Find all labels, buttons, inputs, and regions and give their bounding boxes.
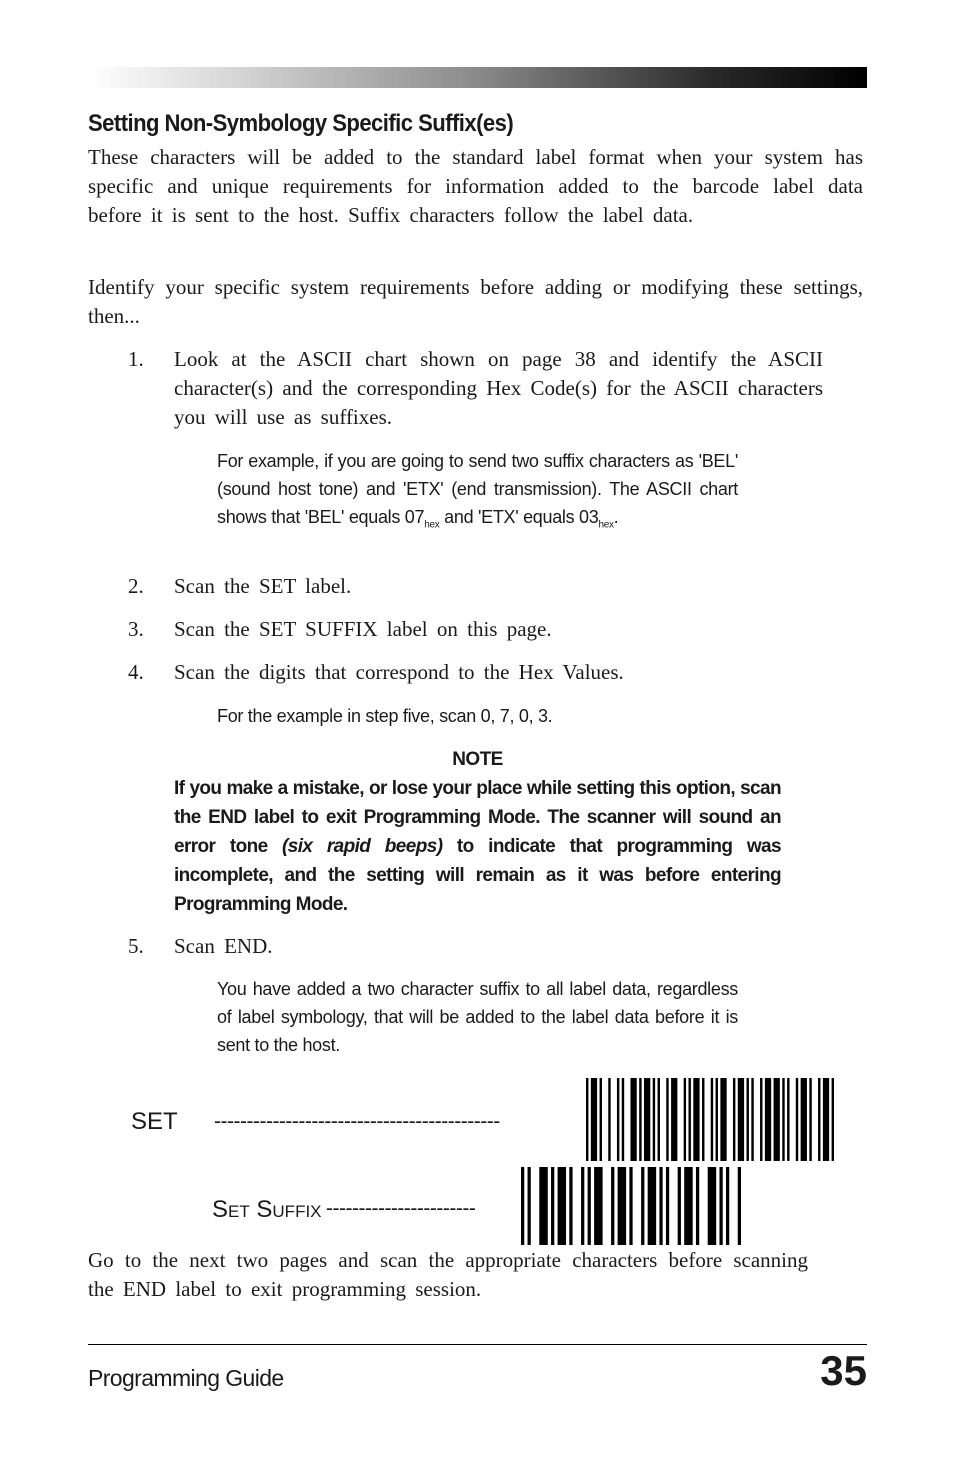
barcode-bar (666, 1078, 668, 1161)
closing-paragraph: Go to the next two pages and scan the appropriate characters before scanning the END label to exit programming session. (88, 1248, 808, 1301)
barcode-bar (659, 1167, 662, 1245)
barcode-bar (719, 1167, 722, 1245)
barcode-bar (648, 1167, 656, 1245)
step-2 (128, 572, 823, 601)
note-text-b: to indicate that programming was incomplete, and the setting will remain as it was before entering Programming Mode. (174, 836, 781, 915)
barcode-bar (658, 1078, 660, 1161)
step-5 (128, 932, 823, 961)
barcode-bar (787, 1078, 789, 1161)
intro-paragraph: These characters will be added to the standard label format when your system has specific and unique requirements for information added to the barcode label data before it is sent to the host. Suffix characters follow the label data. (88, 145, 863, 227)
set-suffix-barcode[interactable] (521, 1167, 741, 1245)
barcode-bar (716, 1078, 718, 1161)
step-3 (128, 615, 823, 644)
barcode-bar (801, 1078, 807, 1161)
barcode-bar (569, 1167, 572, 1245)
note-italic: (six rapid beeps) (282, 836, 443, 857)
barcode-bar (678, 1167, 681, 1245)
barcode-bar (558, 1167, 566, 1245)
note-heading: NOTE (452, 749, 503, 770)
barcode-bar (600, 1078, 602, 1161)
footer-rule (88, 1344, 867, 1345)
barcode-bar (693, 1078, 699, 1161)
hex-subscript: hex (598, 519, 614, 531)
example-scan-note: For the example in step five, scan 0, 7, 0, 3. (217, 706, 553, 726)
barcode-bar (521, 1167, 524, 1245)
barcode-bar (702, 1078, 704, 1161)
barcode-bar (622, 1078, 624, 1161)
example-text-b: and 'ETX' equals 03 (439, 507, 599, 527)
barcode-bar (688, 1078, 690, 1161)
set-leader-dashes: -------------------------------------------- (214, 1110, 500, 1133)
barcode-bar (591, 1078, 597, 1161)
barcode-bar (720, 1078, 726, 1161)
barcode-bar (760, 1078, 762, 1161)
example-note (217, 447, 738, 540)
barcode-bar (796, 1078, 798, 1161)
example-text-c: . (613, 507, 619, 527)
set-suffix-label: Set Suffix (212, 1196, 322, 1223)
barcode-bar (608, 1078, 610, 1161)
barcode-bar (551, 1167, 554, 1245)
barcode-bar (711, 1078, 713, 1161)
barcode-bar (738, 1167, 741, 1245)
step-text: Scan the SET SUFFIX label on this page. (174, 617, 552, 641)
step-number: 3. (128, 617, 144, 641)
step-number: 2. (128, 574, 144, 598)
barcode-bar (832, 1078, 834, 1161)
barcode-bar (588, 1167, 591, 1245)
barcode-bar (666, 1167, 669, 1245)
page-number: 35 (820, 1347, 867, 1394)
barcode-bar (684, 1167, 692, 1245)
barcode-bar (581, 1167, 584, 1245)
barcode-bar (733, 1078, 735, 1161)
barcode-bar (818, 1078, 820, 1161)
warning-note (174, 745, 781, 919)
header-gradient-bar (88, 67, 867, 88)
step-text: Look at the ASCII chart shown on page 38 and identify the ASCII character(s) and the corresponding Hex Code(s) for the ASCII characters you will use as suffixes. (174, 347, 823, 429)
barcode-bar (765, 1078, 771, 1161)
barcode-bar (639, 1078, 641, 1161)
example-text-a: For example, if you are going to send two suffix characters as 'BEL' (sound host tone) and 'ETX' (end transmission). The ASCII chart shows that 'BEL' equals 07 (217, 451, 738, 527)
set-barcode[interactable] (586, 1078, 834, 1161)
barcode-bar (751, 1078, 753, 1161)
barcode-bar (708, 1167, 716, 1245)
footer-guide-title: Programming Guide (88, 1365, 284, 1391)
barcode-bar (618, 1167, 626, 1245)
barcode-bar (671, 1078, 677, 1161)
set-suffix-leader-dashes: ----------------------- (326, 1197, 476, 1220)
barcode-bar (774, 1078, 780, 1161)
barcode-bar (684, 1078, 686, 1161)
barcode-bar (528, 1167, 531, 1245)
barcode-bar (629, 1167, 632, 1245)
barcode-bar (586, 1078, 588, 1161)
barcode-bar (644, 1078, 650, 1161)
step-text: Scan the digits that correspond to the Hex Values. (174, 660, 624, 684)
barcode-bar (641, 1167, 644, 1245)
note-body (174, 774, 781, 919)
step-number: 5. (128, 934, 144, 958)
step-1 (128, 345, 823, 432)
barcode-bar (696, 1167, 699, 1245)
set-label: SET (131, 1108, 178, 1135)
barcode-bar (809, 1078, 811, 1161)
barcode-bar (726, 1167, 729, 1245)
step-text: Scan the SET label. (174, 574, 352, 598)
barcode-bar (594, 1167, 602, 1245)
hex-subscript: hex (424, 519, 440, 531)
barcode-bar (738, 1078, 744, 1161)
barcode-bar (653, 1078, 655, 1161)
step-4 (128, 658, 823, 687)
page-title: Setting Non-Symbology Specific Suffix(es) (88, 110, 514, 137)
step-number: 4. (128, 660, 144, 684)
step-text: Scan END. (174, 934, 273, 958)
result-note: You have added a two character suffix to all label data, regardless of label symbology, that will be added to the label data before it is sent to the host. (217, 979, 738, 1055)
step-number: 1. (128, 347, 144, 371)
barcode-bar (539, 1167, 547, 1245)
identify-paragraph: Identify your specific system requirements before adding or modifying these settings, then... (88, 275, 863, 328)
barcode-bar (630, 1078, 636, 1161)
barcode-bar (782, 1078, 784, 1161)
barcode-bar (611, 1167, 614, 1245)
barcode-bar (823, 1078, 829, 1161)
barcode-bar (617, 1078, 619, 1161)
note-text-a: If you make a mistake, or lose your place while setting this option, scan the END label to exit Programming Mode. The scanner will sound an error tone (174, 778, 781, 857)
barcode-bar (747, 1078, 749, 1161)
